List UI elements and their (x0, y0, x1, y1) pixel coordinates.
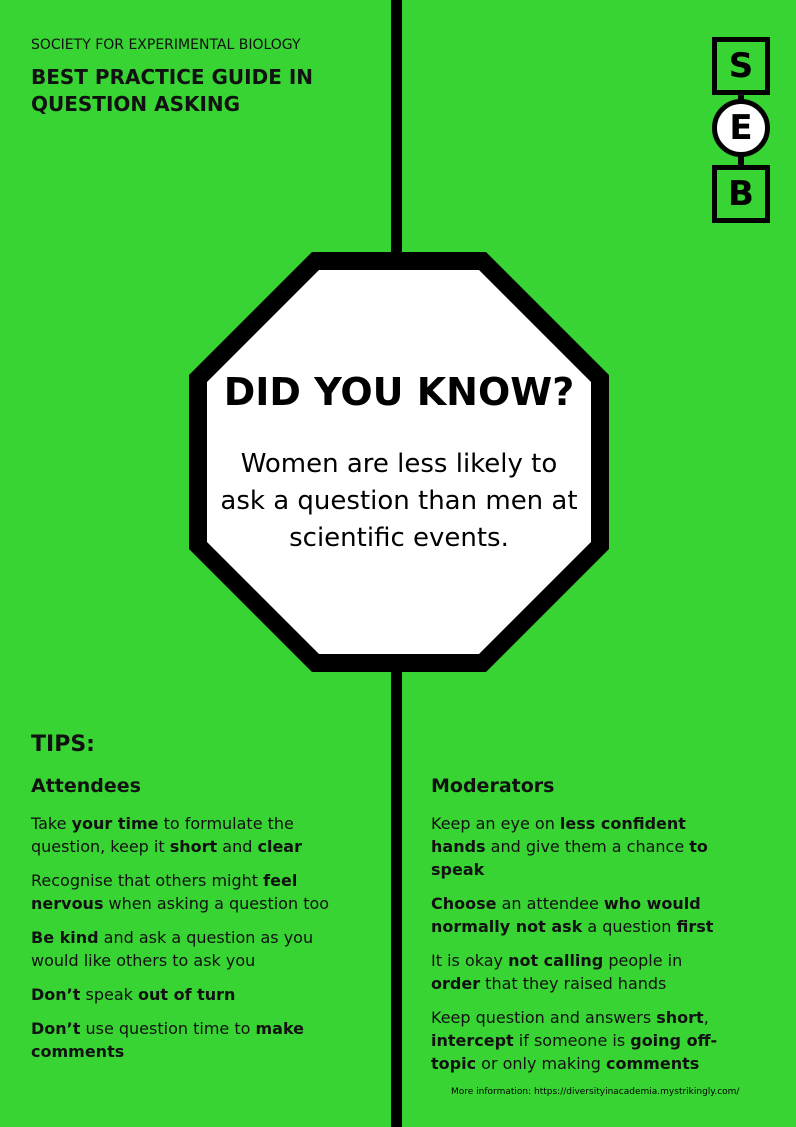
tip-item: Keep question and answers short, intercept if someone is going off-topic or only making comments (431, 1008, 718, 1073)
logo-letter-b: B (712, 165, 770, 223)
tip-item: Be kind and ask a question as you would like others to ask you (31, 928, 314, 970)
tip-item: Choose an attendee who would normally not ask a question first (431, 894, 714, 936)
did-you-know-text: Women are less likely to ask a question than men at scientific events. (220, 449, 578, 553)
logo-letter-s: S (712, 37, 770, 95)
tip-item: Don’t speak out of turn (31, 985, 236, 1004)
seb-logo (712, 37, 770, 223)
did-you-know-title: DID YOU KNOW? (223, 370, 575, 414)
org-name: SOCIETY FOR EXPERIMENTAL BIOLOGY (31, 37, 301, 53)
tip-item: It is okay not calling people in order that they raised hands (431, 951, 683, 993)
logo-letter-e: E (712, 99, 770, 157)
attendees-tips (31, 812, 351, 1074)
tip-item: Don’t use question time to make comments (31, 1019, 305, 1061)
guide-title: BEST PRACTICE GUIDE IN QUESTION ASKING (31, 65, 314, 116)
moderators-heading: Moderators (431, 775, 555, 797)
tip-item: Take your time to formulate the question, keep it short and clear (31, 814, 302, 856)
tip-item: Keep an eye on less confident hands and give them a chance to speak (431, 814, 708, 879)
tip-item: Recognise that others might feel nervous when asking a question too (31, 871, 330, 913)
tips-title: TIPS: (31, 732, 95, 757)
more-information-link[interactable]: More information: https://diversityinacademia.mystrikingly.com/ (451, 1087, 740, 1097)
center-divider-top (391, 0, 402, 256)
moderators-tips (431, 812, 731, 1086)
center-divider-bottom (391, 668, 402, 1127)
attendees-heading: Attendees (31, 775, 141, 797)
